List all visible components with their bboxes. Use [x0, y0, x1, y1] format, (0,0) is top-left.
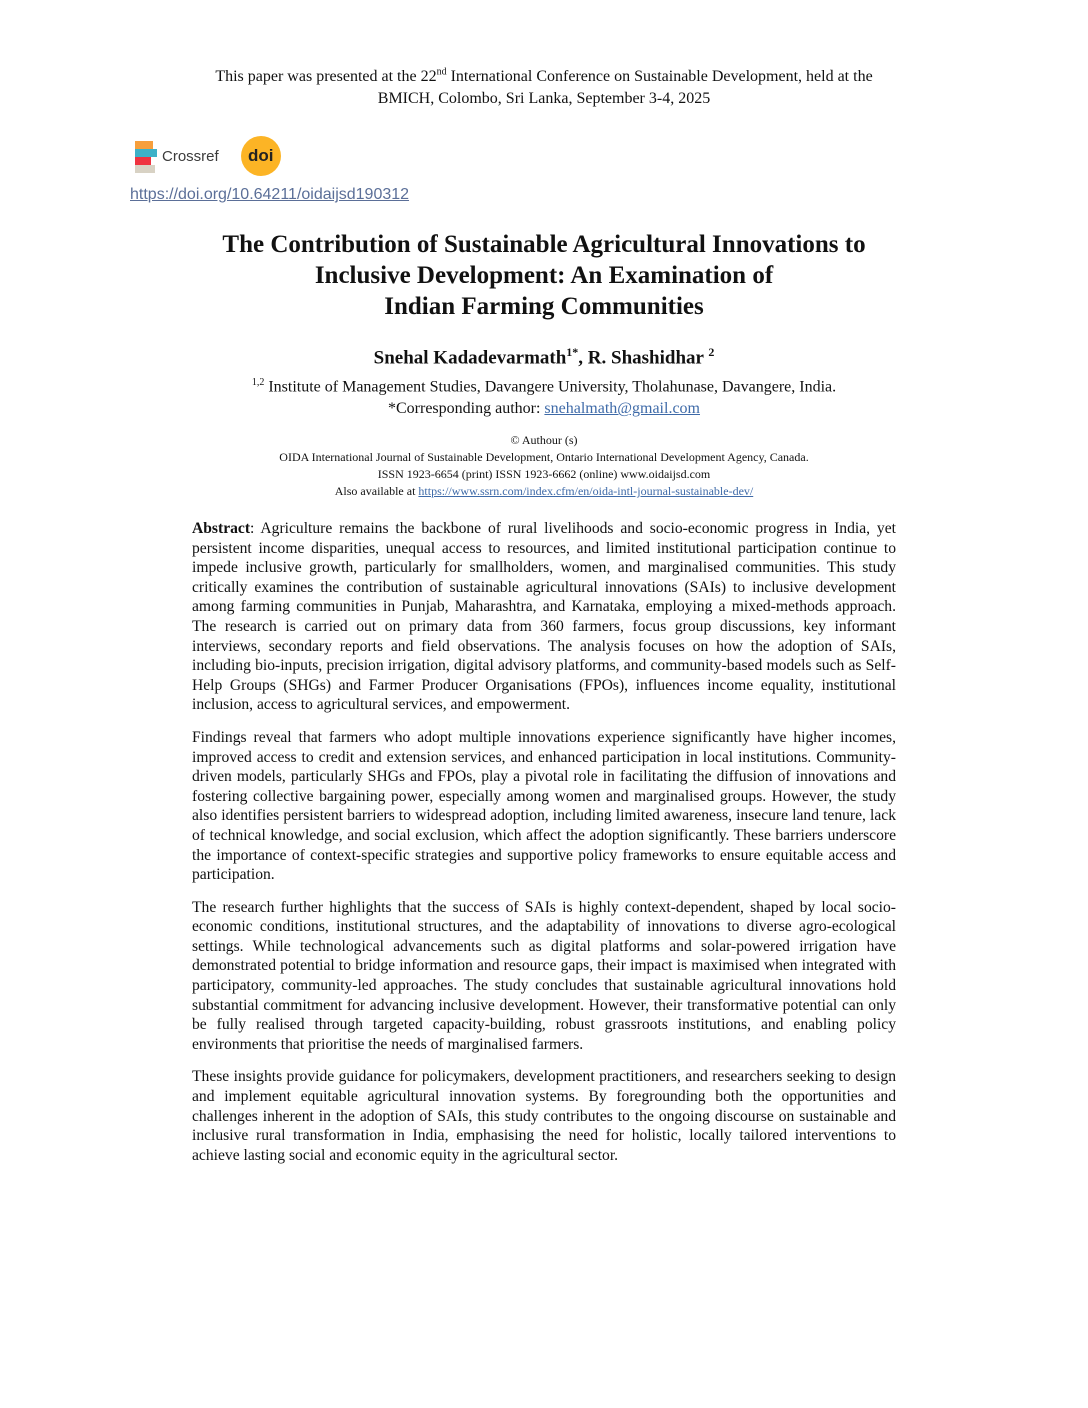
abstract-paragraph: These insights provide guidance for policymakers, development practitioners, and researchers seeking to design and implement equitable agricultural innovation systems. By foregrounding both the opportunities and challenges inherent in the adoption of SAIs, this study contributes to the ongoing discourse on sustainable and inclusive rural transformation in India, emphasising the need for holistic, locally tailored interventions to achieve lasting social and economic equity in the agricultural sector.	[192, 1068, 896, 1164]
doi-label: doi	[247, 146, 274, 165]
publisher-logos	[135, 134, 281, 178]
title-line: Indian Farming Communities	[384, 293, 704, 320]
title-line: The Contribution of Sustainable Agricultural Innovations to	[222, 231, 866, 258]
abstract-label: Abstract	[192, 520, 251, 537]
affiliation-block	[100, 372, 988, 420]
affiliation: $^{1,2}$ Institute of Management Studies, Davangere University, Tholahunase, Davangere, India.	[251, 377, 837, 396]
issn: ISSN 1923-6654 (print) ISSN 1923-6662 (online) www.oidaijsd.com	[377, 467, 711, 481]
crossref-label: Crossref	[162, 147, 219, 165]
journal-name: OIDA International Journal of Sustainable Development, Ontario International Development Agency, Canada.	[279, 450, 809, 464]
title-line: Inclusive Development: An Examination of	[314, 262, 774, 289]
doi-logo-icon	[241, 136, 281, 176]
author-name: Snehal Kadadevarmath	[373, 347, 567, 369]
publication-info	[100, 432, 988, 500]
conference-note-line2: BMICH, Colombo, Sri Lanka, September 3-4, 2025	[377, 90, 711, 108]
crossref-icon	[135, 141, 157, 171]
paper-title	[120, 229, 968, 322]
conference-note	[150, 62, 938, 110]
author-list: Snehal Kadadevarmath$^{1*}$, R. Shashidhar $^2$	[373, 345, 715, 369]
crossref-logo	[135, 141, 219, 171]
author-name: R. Shashidhar	[587, 347, 704, 369]
abstract-paragraph: The research further highlights that the success of SAIs is highly context-dependent, shaped by local socio-economic conditions, institutional structures, and the adaptability of innovations to diverse agro-ecological settings. While technological advancements such as digital platforms and solar-powered irrigation have demonstrated potential to bridge information and resource gaps, their impact is maximised when integrated with participatory, community-led approaches. The study concludes that sustainable agricultural innovations hold substantial commitment for advancing inclusive development. However, their transformative potential can only be fully realised through targeted capacity-building, robust grassroots institutions, and enabling policy environments that prioritise the needs of marginalised farmers.	[192, 898, 896, 1053]
also-available: Also available at https://www.ssrn.com/index.cfm/en/oida-intl-journal-sustainable-dev/	[334, 484, 754, 498]
ssrn-link[interactable]: https://www.ssrn.com/index.cfm/en/oida-intl-journal-sustainable-dev/	[418, 484, 754, 498]
doi-link[interactable]: https://doi.org/10.64211/oidaijsd190312	[130, 186, 410, 203]
corresponding-author: *Corresponding author: snehalmath@gmail.com	[387, 400, 700, 418]
conference-note-line1: This paper was presented at the 22nd International Conference on Sustainable Development, held at the	[215, 67, 873, 86]
abstract-paragraph: Abstract: Agriculture remains the backbone of rural livelihoods and socio-economic progress in India, yet persistent income disparities, unequal access to resources, and limited institutional participation continue to impede inclusive growth, particularly for smallholders, women, and marginalised communities. This study critically examines the contribution of sustainable agricultural innovations (SAIs) to inclusive development among farming communities in Punjab, Maharashtra, and Karnataka, employing a mixed-methods approach. The research is carried out on primary data from 360 farmers, focus group discussions, key informant interviews, secondary reports and field observations. The analysis focuses on how the adoption of SAIs, including bio-inputs, precision irrigation, digital advisory platforms, and community-based models such as Self-Help Groups (SHGs) and Farmer Producer Organisations (FPOs), influences income equality, institutional inclusion, access to agricultural services, and empowerment.	[192, 520, 896, 714]
corresponding-email-link[interactable]: snehalmath@gmail.com	[544, 400, 700, 418]
abstract-paragraph: Findings reveal that farmers who adopt multiple innovations experience significantly have higher incomes, improved access to credit and extension services, and enhanced participation in local institutions. Community-driven models, particularly SHGs and FPOs, play a pivotal role in facilitating the diffusion of innovations and fostering collective bargaining power, especially among women and marginalised groups. However, the study also identifies persistent barriers to widespread adoption, including limited awareness, insecure land tenure, lack of technical knowledge, and social exclusion, which affect the adoption significantly. These barriers underscore the importance of context-specific strategies and supportive policy frameworks to ensure equitable access and participation.	[192, 728, 896, 884]
copyright: © Authour (s)	[510, 433, 578, 447]
abstract	[192, 519, 896, 1178]
